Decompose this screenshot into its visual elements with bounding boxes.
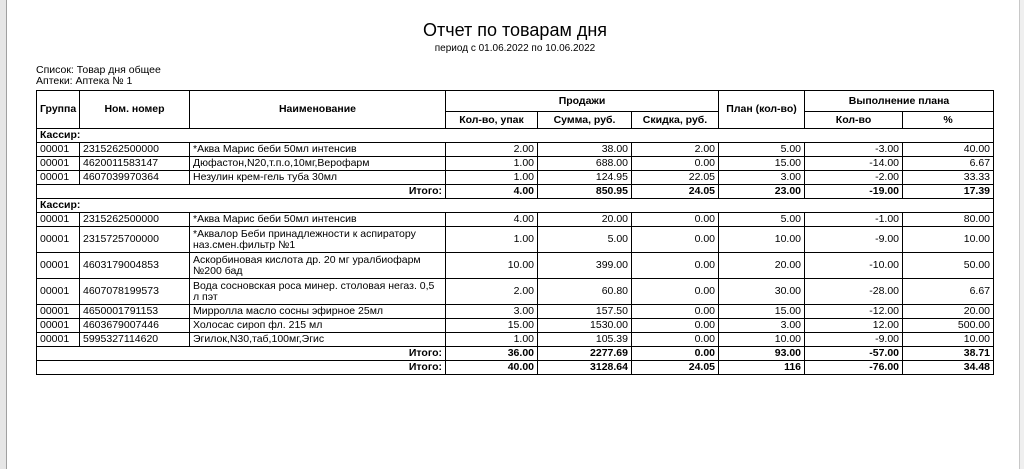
cell-disc: 0.00 [632, 253, 719, 279]
header-sales: Продажи [446, 91, 719, 112]
cell-exec-qty: -9.00 [805, 333, 903, 347]
cell-qty: 4.00 [446, 213, 538, 227]
cell-exec-pct: 50.00 [903, 253, 994, 279]
cell-nom: 4607039970364 [80, 171, 190, 185]
cell-disc: 22.05 [632, 171, 719, 185]
cell-disc: 0.00 [632, 157, 719, 171]
header-group: Группа [37, 91, 80, 129]
cell-group: 00001 [37, 213, 80, 227]
cell-qty: 1.00 [446, 227, 538, 253]
cell-nom: 2315262500000 [80, 143, 190, 157]
cell-group: 00001 [37, 143, 80, 157]
cell-group: 00001 [37, 279, 80, 305]
cell-sum: 399.00 [538, 253, 632, 279]
cell-exec-pct: 10.00 [903, 333, 994, 347]
cell-exec-qty: -2.00 [805, 171, 903, 185]
cell-name: Вода сосновская роса минер. столовая негаз. 0,5 л пэт [190, 279, 446, 305]
report-meta [36, 65, 161, 87]
cell-plan: 20.00 [719, 253, 805, 279]
cell-qty: 2.00 [446, 279, 538, 305]
cell-exec-pct: 500.00 [903, 319, 994, 333]
cell-disc: 0.00 [632, 213, 719, 227]
cell-name: Аскорбиновая кислота др. 20 мг уралбиофарм №200 бад [190, 253, 446, 279]
cell-nom: 2315725700000 [80, 227, 190, 253]
section-total-row [37, 347, 994, 361]
cell-group: 00001 [37, 319, 80, 333]
cell-exec-qty: -9.00 [805, 227, 903, 253]
cell-disc: 0.00 [632, 305, 719, 319]
cell-nom: 4620011583147 [80, 157, 190, 171]
cell-exec-pct: 6.67 [903, 279, 994, 305]
header-name: Наименование [190, 91, 446, 129]
cell-sum: 105.39 [538, 333, 632, 347]
cell-exec-pct: 10.00 [903, 227, 994, 253]
header-exec: Выполнение плана [805, 91, 994, 112]
total-qty: 4.00 [446, 185, 538, 199]
total-qty: 36.00 [446, 347, 538, 361]
cell-disc: 0.00 [632, 319, 719, 333]
table-row [37, 213, 994, 227]
cell-exec-qty: -14.00 [805, 157, 903, 171]
grand-total-qty: 40.00 [446, 361, 538, 375]
cell-qty: 1.00 [446, 157, 538, 171]
table-row [37, 333, 994, 347]
cell-disc: 2.00 [632, 143, 719, 157]
cell-exec-qty: 12.00 [805, 319, 903, 333]
total-plan: 23.00 [719, 185, 805, 199]
grand-total-plan: 116 [719, 361, 805, 375]
cell-name: Дюфастон,N20,т.п.о,10мг,Верофарм [190, 157, 446, 171]
section-total-row [37, 185, 994, 199]
header-nom: Ном. номер [80, 91, 190, 129]
cell-nom: 4603679007446 [80, 319, 190, 333]
cell-qty: 1.00 [446, 171, 538, 185]
cell-group: 00001 [37, 227, 80, 253]
cell-group: 00001 [37, 305, 80, 319]
cell-group: 00001 [37, 171, 80, 185]
grand-total-row [37, 361, 994, 375]
cell-plan: 3.00 [719, 319, 805, 333]
total-exec-qty: -57.00 [805, 347, 903, 361]
section-label: Кассир: [37, 129, 994, 143]
cell-exec-qty: -1.00 [805, 213, 903, 227]
table-row [37, 171, 994, 185]
cell-exec-qty: -28.00 [805, 279, 903, 305]
total-exec-pct: 38.71 [903, 347, 994, 361]
cell-plan: 30.00 [719, 279, 805, 305]
cell-exec-pct: 40.00 [903, 143, 994, 157]
header-exec-qty: Кол-во [805, 112, 903, 129]
cell-exec-pct: 6.67 [903, 157, 994, 171]
header-plan: План (кол-во) [719, 91, 805, 129]
cell-nom: 2315262500000 [80, 213, 190, 227]
cell-qty: 15.00 [446, 319, 538, 333]
cell-qty: 1.00 [446, 333, 538, 347]
cell-disc: 0.00 [632, 227, 719, 253]
cell-name: Эгилок,N30,таб,100мг,Эгис [190, 333, 446, 347]
cell-nom: 4650001791153 [80, 305, 190, 319]
cell-nom: 5995327114620 [80, 333, 190, 347]
table-row [37, 279, 994, 305]
cell-name: *Аква Марис беби 50мл интенсив [190, 213, 446, 227]
cell-nom: 4607078199573 [80, 279, 190, 305]
cell-name: Мирролла масло сосны эфирное 25мл [190, 305, 446, 319]
table-row [37, 305, 994, 319]
pharmacy-line: Аптеки: Аптека № 1 [36, 75, 133, 87]
cell-exec-pct: 80.00 [903, 213, 994, 227]
header-exec-pct: % [903, 112, 994, 129]
cell-group: 00001 [37, 157, 80, 171]
grand-total-label: Итого: [37, 361, 446, 375]
total-disc: 24.05 [632, 185, 719, 199]
cell-plan: 15.00 [719, 305, 805, 319]
total-sum: 850.95 [538, 185, 632, 199]
total-label: Итого: [37, 347, 446, 361]
grand-total-sum: 3128.64 [538, 361, 632, 375]
cell-qty: 3.00 [446, 305, 538, 319]
cell-name: Холосас сироп фл. 215 мл [190, 319, 446, 333]
cell-plan: 10.00 [719, 227, 805, 253]
window-left-edge [0, 0, 7, 469]
report-title: Отчет по товарам дня [422, 20, 608, 40]
cell-sum: 20.00 [538, 213, 632, 227]
cell-plan: 5.00 [719, 143, 805, 157]
total-disc: 0.00 [632, 347, 719, 361]
section-label: Кассир: [37, 199, 994, 213]
grand-total-exec-qty: -76.00 [805, 361, 903, 375]
cell-sum: 124.95 [538, 171, 632, 185]
cell-group: 00001 [37, 333, 80, 347]
cell-name: Незулин крем-гель туба 30мл [190, 171, 446, 185]
table-row [37, 253, 994, 279]
cell-group: 00001 [37, 253, 80, 279]
cell-exec-qty: -3.00 [805, 143, 903, 157]
cell-name: *Аква Марис беби 50мл интенсив [190, 143, 446, 157]
header-sum: Сумма, руб. [538, 112, 632, 129]
list-line: Список: Товар дня общее [36, 64, 161, 76]
cell-sum: 157.50 [538, 305, 632, 319]
total-exec-qty: -19.00 [805, 185, 903, 199]
table-row [37, 227, 994, 253]
cell-sum: 1530.00 [538, 319, 632, 333]
cell-qty: 10.00 [446, 253, 538, 279]
cell-exec-pct: 33.33 [903, 171, 994, 185]
grand-total-exec-pct: 34.48 [903, 361, 994, 375]
cell-sum: 688.00 [538, 157, 632, 171]
cell-sum: 5.00 [538, 227, 632, 253]
total-label: Итого: [37, 185, 446, 199]
cell-plan: 15.00 [719, 157, 805, 171]
header-disc: Скидка, руб. [632, 112, 719, 129]
cell-plan: 3.00 [719, 171, 805, 185]
cell-plan: 5.00 [719, 213, 805, 227]
cell-exec-qty: -12.00 [805, 305, 903, 319]
total-exec-pct: 17.39 [903, 185, 994, 199]
total-sum: 2277.69 [538, 347, 632, 361]
cell-exec-pct: 20.00 [903, 305, 994, 319]
cell-disc: 0.00 [632, 279, 719, 305]
cell-nom: 4603179004853 [80, 253, 190, 279]
cell-sum: 60.80 [538, 279, 632, 305]
table-row [37, 157, 994, 171]
cell-plan: 10.00 [719, 333, 805, 347]
cell-exec-qty: -10.00 [805, 253, 903, 279]
grand-total-disc: 24.05 [632, 361, 719, 375]
table-row [37, 143, 994, 157]
report-period: период с 01.06.2022 по 10.06.2022 [434, 43, 596, 54]
window-right-edge [1019, 0, 1024, 469]
cell-sum: 38.00 [538, 143, 632, 157]
report-table [36, 90, 994, 375]
header-qty: Кол-во, упак [446, 112, 538, 129]
total-plan: 93.00 [719, 347, 805, 361]
cell-qty: 2.00 [446, 143, 538, 157]
cell-name: *Аквалор Беби принадлежности к аспиратору наз.смен.фильтр №1 [190, 227, 446, 253]
cell-disc: 0.00 [632, 333, 719, 347]
table-row [37, 319, 994, 333]
